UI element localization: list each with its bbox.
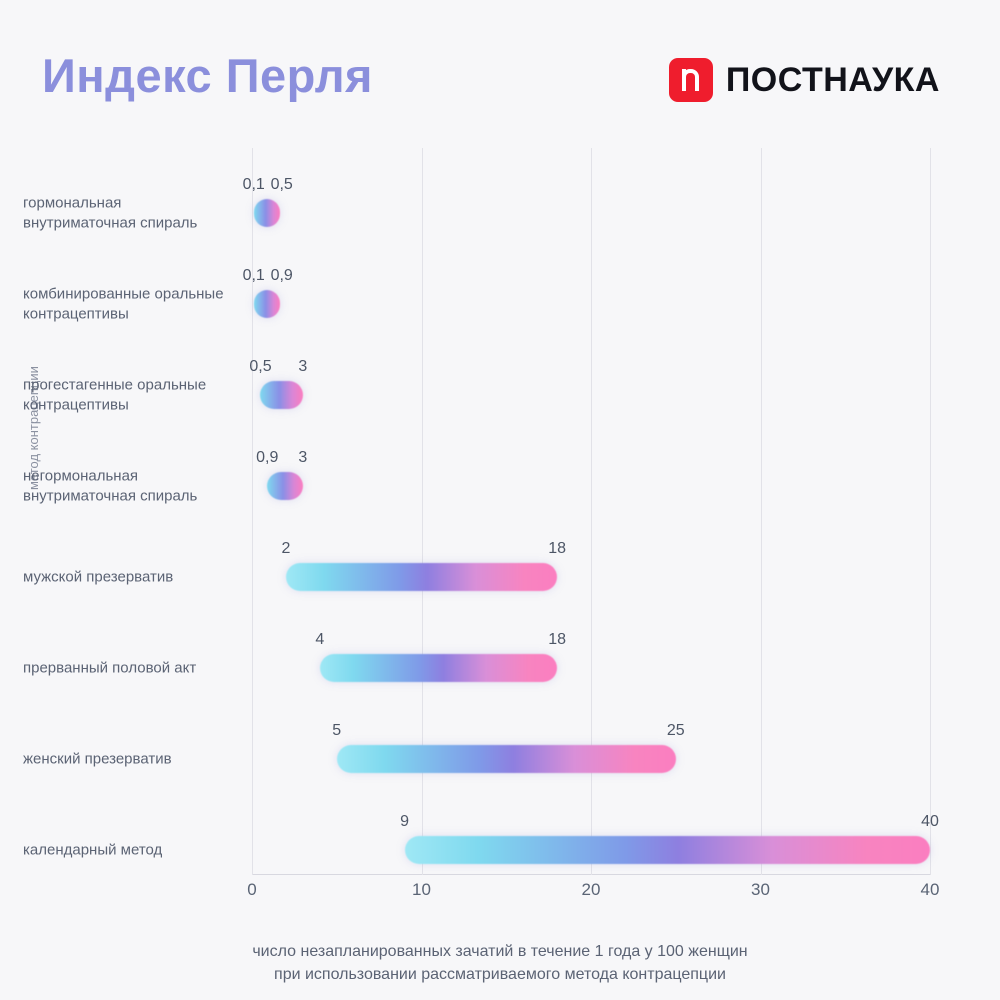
plot-area	[242, 148, 940, 900]
category-label: мужской презерватив	[23, 568, 174, 586]
bar-range	[337, 745, 676, 773]
brand-name: ПОСТНАУКА	[725, 60, 940, 99]
bar-range	[260, 381, 302, 409]
bar-value-high: 18	[548, 630, 566, 648]
perl-index-chart	[0, 120, 1000, 910]
category-label: гормональная внутриматочная спираль	[23, 194, 198, 232]
page-title: Индекс Перля	[42, 49, 373, 102]
category-label: прогестагенные оральные контрацептивы	[23, 376, 207, 414]
category-label: комбинированные оральные контрацептивы	[23, 285, 224, 323]
category-label: календарный метод	[23, 840, 163, 858]
bar-value-high: 40	[921, 812, 939, 830]
bar-value-low: 0,1	[242, 176, 265, 194]
bar-value-low: 5	[332, 721, 342, 739]
category-label: женский презерватив	[23, 749, 172, 767]
brand-logo	[669, 58, 940, 102]
bar-value-low: 4	[315, 630, 325, 648]
category-label: негормональная внутриматочная спираль	[23, 467, 198, 505]
category-label: прерванный половой акт	[23, 659, 197, 677]
bar-range	[320, 654, 557, 682]
bar-value-low: 9	[400, 812, 409, 830]
x-axis-tick-label: 0	[247, 880, 257, 899]
x-axis-tick-label: 20	[581, 880, 601, 899]
bar-value-low: 0,1	[242, 267, 265, 285]
y-axis-label: метод контрацепции	[26, 366, 41, 490]
bar-value-high: 3	[298, 358, 308, 376]
bar-value-low: 2	[281, 539, 291, 557]
chart-caption	[0, 940, 1000, 986]
gridline	[761, 148, 762, 875]
bar-range	[286, 563, 557, 591]
gridline	[930, 148, 931, 875]
bar-value-low: 0,5	[249, 358, 272, 376]
y-axis-tick-labels	[18, 148, 238, 900]
postnauka-logo-icon	[669, 58, 713, 102]
caption-line-1: число незапланированных зачатий в течение 1 года у 100 женщин	[252, 942, 748, 960]
bar-range	[267, 472, 303, 500]
x-axis-tick-label: 10	[412, 880, 431, 899]
caption-line-2: при использовании рассматриваемого метода контрацепции	[274, 965, 726, 983]
x-axis-tick-label: 30	[751, 880, 770, 899]
bar-value-high: 18	[548, 539, 566, 557]
bar-range	[254, 290, 280, 318]
bar-range	[254, 199, 280, 227]
x-axis-tick-label: 40	[920, 880, 940, 899]
gridline	[252, 148, 253, 875]
page-header	[0, 0, 1000, 130]
bar-value-high: 0,5	[270, 176, 293, 194]
bar-range	[405, 836, 930, 864]
bar-value-low: 0,9	[256, 449, 279, 467]
bar-value-high: 3	[298, 449, 308, 467]
bar-value-high: 25	[666, 721, 685, 739]
bar-value-high: 0,9	[270, 267, 293, 285]
